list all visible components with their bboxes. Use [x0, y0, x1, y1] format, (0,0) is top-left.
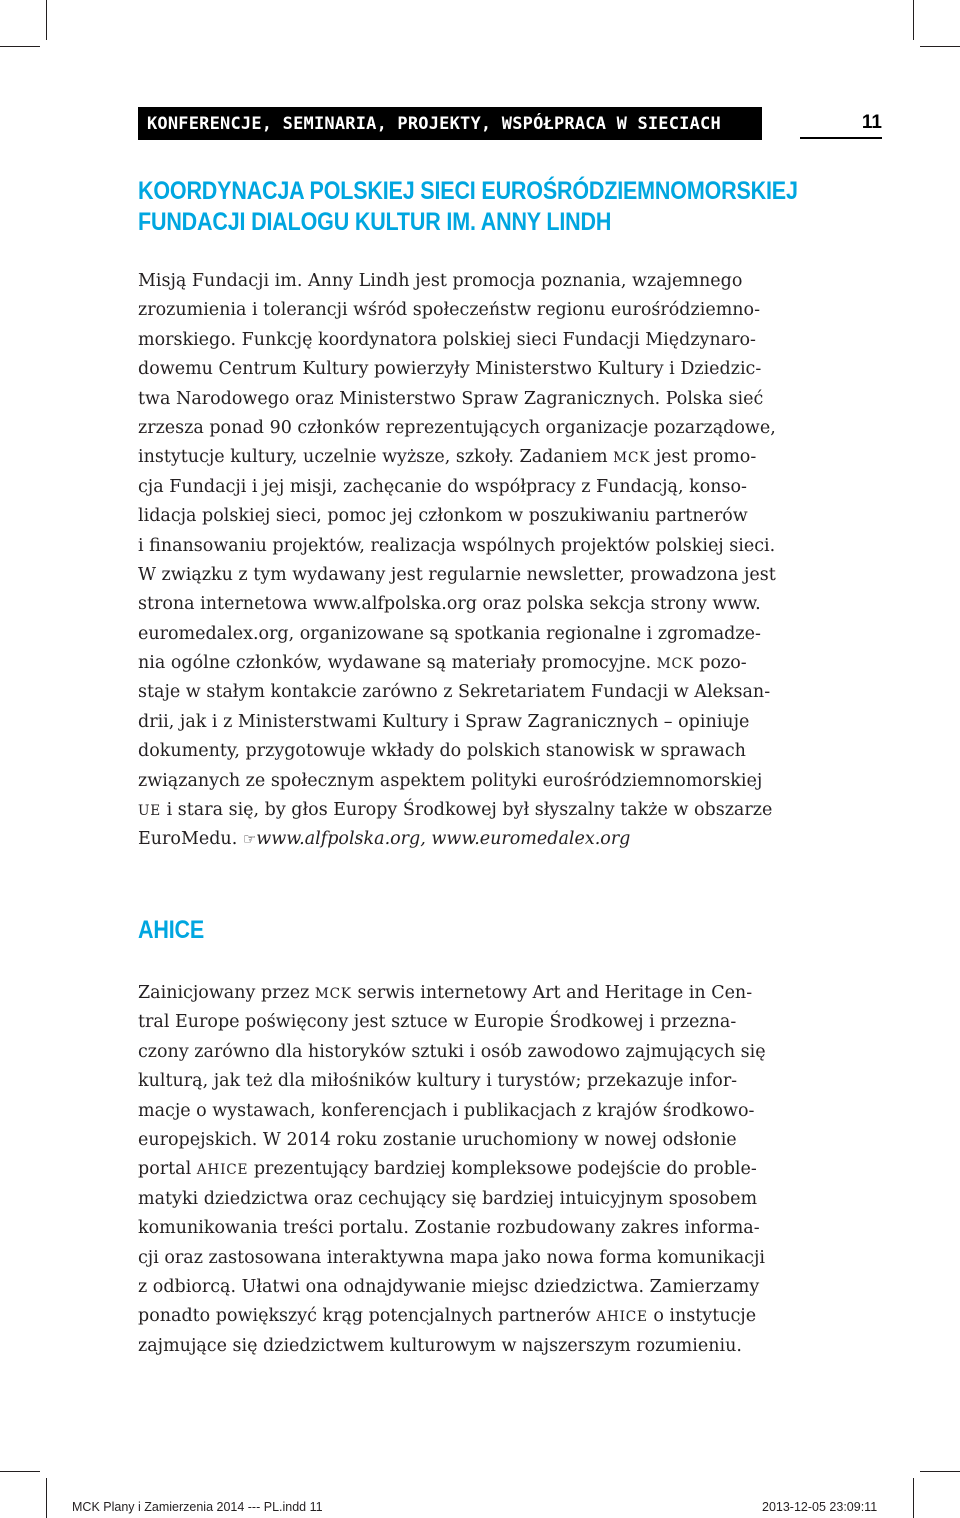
text-line: EuroMedu. ☞www.alfpolska.org, www.euromedalex.org [138, 829, 631, 850]
crop-mark [913, 0, 914, 40]
text-line: i finansowaniu projektów, realizacja wspólnych projektów polskiej sieci. [138, 535, 776, 556]
crop-mark [46, 0, 47, 40]
text-line: czony zarówno dla historyków sztuki i osób zawodowo zajmujących się [138, 1041, 766, 1062]
text-line: strona internetowa www.alfpolska.org oraz polska sekcja strony www. [138, 594, 761, 615]
crop-mark [913, 1478, 914, 1518]
text-line: dowemu Centrum Kultury powierzyły Ministerstwo Kultury i Dziedzic- [138, 359, 762, 380]
text-line: staje w stałym kontakcie zarówno z Sekretariatem Fundacji w Aleksan- [138, 682, 771, 703]
text-line: UE i stara się, by głos Europy Środkowej był słyszalny także w obszarze [138, 800, 773, 821]
section-heading [138, 176, 798, 238]
acronym: AHICE [596, 1309, 648, 1326]
text-line: europejskich. W 2014 roku zostanie uruchomiony w nowej odsłonie [138, 1129, 737, 1150]
text-line: W związku z tym wydawany jest regularnie newsletter, prowadzona jest [138, 564, 776, 585]
section-heading-ahice: AHICE [138, 916, 205, 944]
footer-filename: MCK Plany i Zamierzenia 2014 --- PL.indd 11 [72, 1500, 323, 1514]
acronym: MCK [314, 986, 352, 1002]
text-line: lidacja polskiej sieci, pomoc jej członkom w poszukiwaniu partnerów [138, 506, 748, 527]
text-line: nia ogólne członków, wydawane są materiały promocyjne. MCK pozo- [138, 653, 747, 674]
text-line: Misją Fundacji im. Anny Lindh jest promocja poznania, wzajemnego [138, 271, 743, 291]
crop-mark [0, 1471, 40, 1472]
text-line: zrozumienia i tolerancji wśród społeczeństw regionu eurośródziemno- [138, 300, 761, 321]
crop-mark [46, 1478, 47, 1518]
text-line: dokumenty, przygotowuje wkłady do polskich stanowisk w sprawach [138, 741, 746, 762]
body-paragraph-ahice [138, 979, 768, 1361]
acronym: MCK [656, 656, 694, 673]
body-paragraph [138, 267, 776, 855]
acronym: UE [138, 803, 162, 820]
text-line: cja Fundacji i jej misji, zachęcanie do współpracy z Fundacją, konso- [138, 476, 747, 497]
crop-mark [0, 46, 40, 47]
pointing-hand-icon: ☞ [242, 830, 257, 849]
text-line: tral Europe poświęcony jest sztuce w Europie Środkowej i przezna- [138, 1012, 737, 1033]
crop-mark [920, 1471, 960, 1472]
section-banner [138, 107, 762, 140]
text-line: cji oraz zastosowana interaktywna mapa jako nowa forma komunikacji [138, 1247, 766, 1268]
page-number: 11 [861, 112, 882, 133]
text-line: związanych ze społecznym aspektem polityki eurośródziemnomorskiej [138, 770, 763, 791]
text-line: ponadto powiększyć krąg potencjalnych partnerów AHICE o instytucje [138, 1306, 757, 1327]
acronym: MCK [613, 450, 651, 467]
text-line: twa Narodowego oraz Ministerstwo Spraw Zagranicznych. Polska sieć [138, 388, 764, 409]
footer-timestamp: 2013-12-05 23:09:11 [762, 1500, 878, 1514]
text-line: zrzesza ponad 90 członków reprezentujących organizacje pozarządowe, [138, 417, 776, 438]
text-line: morskiego. Funkcję koordynatora polskiej sieci Fundacji Międzynaro- [138, 329, 756, 350]
text-line: kulturą, jak też dla miłośników kultury i turystów; przekazuje infor- [138, 1071, 738, 1092]
text-line: euromedalex.org, organizowane są spotkania regionalne i zgromadze- [138, 623, 761, 644]
text-line: drii, jak i z Ministerstwami Kultury i Spraw Zagranicznych – opiniuje [138, 711, 750, 732]
page-number-rule [800, 137, 882, 139]
heading-line: KOORDYNACJA POLSKIEJ SIECI EUROŚRÓDZIEMNOMORSKIEJ [138, 177, 798, 205]
text-line: z odbiorcą. Ułatwi ona odnajdywanie miejsc dziedzictwa. Zamierzamy [138, 1276, 760, 1297]
heading-line: FUNDACJI DIALOGU KULTUR IM. ANNY LINDH [138, 208, 612, 236]
acronym: AHICE [196, 1162, 249, 1179]
banner-title: KONFERENCJE, SEMINARIA, PROJEKTY, WSPÓŁPRACA W SIECIACH [147, 113, 721, 134]
text-line: instytucje kultury, uczelnie wyższe, szkoły. Zadaniem MCK jest promo- [138, 447, 757, 468]
text-line: komunikowania treści portalu. Zostanie rozbudowany zakres informa- [138, 1218, 760, 1239]
text-line: matyki dziedzictwa oraz cechujący się bardziej intuicyjnym sposobem [138, 1188, 758, 1209]
crop-mark [920, 46, 960, 47]
text-line: zajmujące się dziedzictwem kulturowym w najszerszym rozumieniu. [138, 1335, 742, 1356]
text-line: Zainicjowany przez MCK serwis internetowy Art and Heritage in Cen- [138, 983, 753, 1003]
text-line: macje o wystawach, konferencjach i publikacjach z krajów środkowo- [138, 1100, 755, 1121]
web-links[interactable]: www.alfpolska.org, www.euromedalex.org [256, 829, 631, 850]
text-line: portal AHICE prezentujący bardziej kompleksowe podejście do proble- [138, 1159, 757, 1180]
